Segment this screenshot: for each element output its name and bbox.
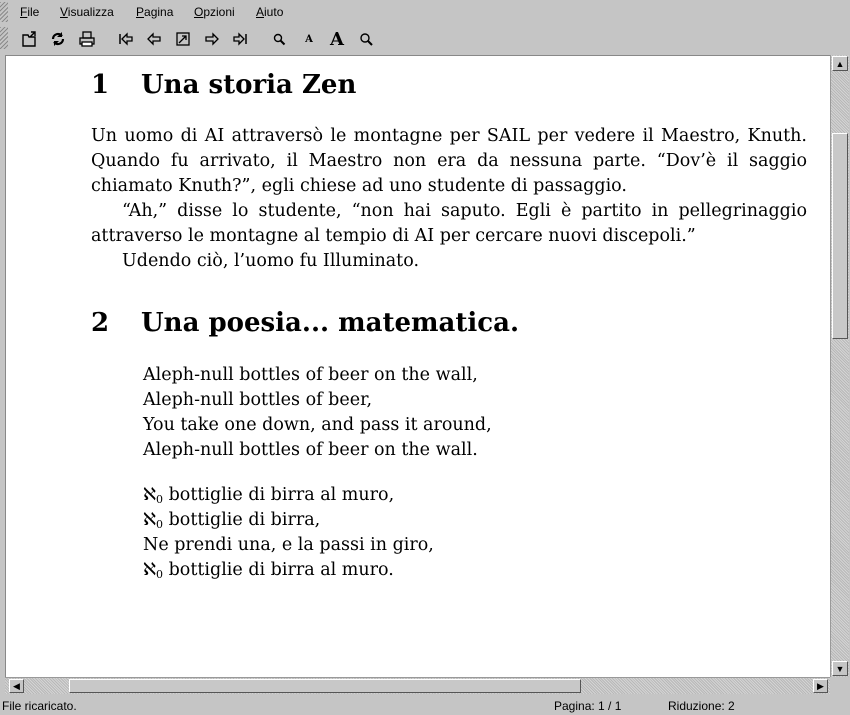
scroll-right-button[interactable] [813,679,828,693]
menu-bar [0,0,850,24]
poem-line [143,558,434,583]
poem-line: Aleph-null bottles of beer on the wall. [143,440,478,460]
scroll-up-button[interactable] [832,56,848,71]
print-button[interactable] [76,28,98,50]
goto-page-button[interactable] [172,28,194,50]
aleph-symbol: ℵ [143,485,157,505]
magnify-button[interactable] [355,28,377,50]
zoom-button[interactable] [268,28,290,50]
next-page-button[interactable] [201,28,223,50]
paragraph-line: Un uomo di AI attraversò le montagne per SAIL per vedere il Maestro, Knuth. [91,126,807,146]
vertical-scrollbar[interactable] [830,55,849,677]
aleph-subscript: 0 [156,493,164,506]
paragraph-line: Udendo ciò, l’uomo fu Illuminato. [122,251,420,271]
last-page-button[interactable] [230,28,252,50]
section-1-title [91,70,356,100]
aleph-subscript: 0 [156,568,164,581]
arrow-down-icon: ▼ [835,663,845,674]
aleph-symbol: ℵ [143,560,157,580]
poem-stanza-2 [143,483,434,583]
magnify-icon [357,30,375,48]
section-2-title [91,308,519,338]
reload-icon [49,30,67,48]
scroll-left-button[interactable] [9,679,24,693]
paragraph-2 [91,199,807,249]
poem-line [143,533,434,558]
first-page-button[interactable] [114,28,136,50]
menu-aiuto[interactable]: Aiuto [256,5,284,19]
zoom-icon [270,30,288,48]
horizontal-scrollbar[interactable] [5,677,830,694]
paragraph-line: attraverso le montagne al tempio di AI per cercare nuovi discepoli.” [91,226,696,246]
paragraph-3 [91,249,807,274]
poem-line-text: bottiglie di birra, [163,510,321,530]
section-1-heading: Una storia Zen [141,70,357,100]
prev-page-button[interactable] [143,28,165,50]
arrow-left-icon: ◀ [13,680,20,691]
horizontal-scroll-thumb[interactable] [69,679,581,693]
next-page-icon [203,30,221,48]
poem-line [143,483,434,508]
prev-page-icon [145,30,163,48]
last-page-icon [232,30,250,48]
reload-button[interactable] [47,28,69,50]
status-page: Pagina: 1 / 1 [554,699,622,713]
menu-visualizza[interactable]: Visualizza [60,5,114,19]
menu-file[interactable]: File [20,5,40,19]
goto-page-icon [174,30,192,48]
toolbar-grip[interactable] [0,27,8,49]
poem-line: Aleph-null bottles of beer on the wall, [143,365,478,385]
menu-opzioni[interactable]: Opzioni [194,5,235,19]
poem-line-text: Ne prendi una, e la passi in giro, [143,535,434,555]
menubar-grip[interactable] [0,2,8,22]
poem-line: You take one down, and pass it around, [143,415,492,435]
aleph-subscript: 0 [156,518,164,531]
status-message: File ricaricato. [2,699,77,713]
status-bar [0,697,850,715]
vertical-scroll-thumb[interactable] [832,133,848,339]
toolbar [0,24,850,54]
paragraph-line: Quando fu arrivato, il Maestro non era da nessuna parte. “Dov’è il saggio [91,151,807,171]
section-1-number: 1 [91,70,110,100]
open-button[interactable] [18,28,40,50]
arrow-up-icon: ▲ [835,58,845,69]
menu-pagina[interactable]: Pagina [136,5,174,19]
paragraph-1 [91,124,807,199]
scrollbar-corner [830,677,850,695]
font-large-button[interactable] [326,28,348,50]
paragraph-line: “Ah,” disse lo studente, “non hai saputo. Egli è partito in pellegrinaggio [122,201,807,221]
poem-stanza-1 [143,363,492,463]
poem-line [143,508,434,533]
status-zoom: Riduzione: 2 [668,699,735,713]
open-icon [20,30,38,48]
print-icon [78,30,96,48]
section-2-number: 2 [91,308,110,338]
scroll-down-button[interactable] [832,661,848,676]
font-small-icon: A [305,33,313,45]
poem-line-text: bottiglie di birra al muro, [163,485,395,505]
first-page-icon [116,30,134,48]
font-large-icon: A [330,28,344,50]
section-2-heading: Una poesia... matematica. [141,308,519,338]
poem-line-text: bottiglie di birra al muro. [163,560,394,580]
poem-line: Aleph-null bottles of beer, [143,390,373,410]
aleph-symbol: ℵ [143,510,157,530]
document-view[interactable] [5,55,831,678]
font-small-button[interactable] [298,28,320,50]
paragraph-line: chiamato Knuth?”, egli chiese ad uno studente di passaggio. [91,176,627,196]
arrow-right-icon: ▶ [817,680,824,691]
